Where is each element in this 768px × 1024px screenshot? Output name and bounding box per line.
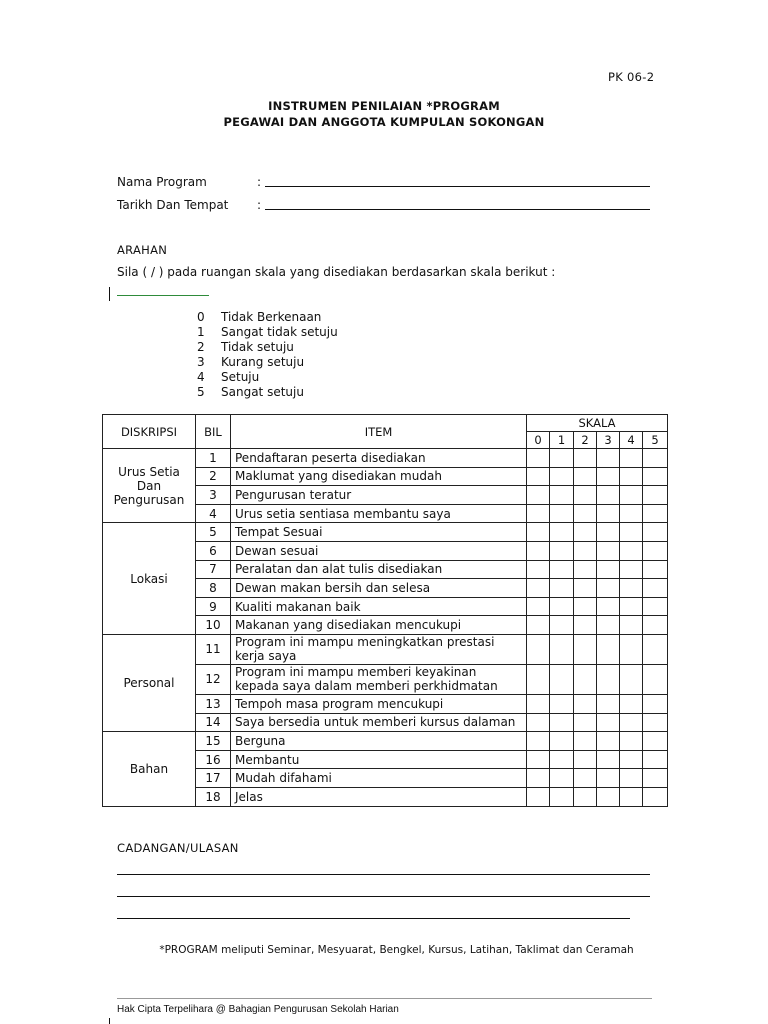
rating-cell[interactable] — [620, 713, 643, 732]
scale-column-header: 1 — [550, 432, 574, 449]
item-bil: 7 — [196, 560, 231, 579]
item-bil: 18 — [196, 787, 231, 806]
rating-cell[interactable] — [574, 750, 597, 769]
rating-cell[interactable] — [550, 732, 574, 751]
group-diskripsi: Bahan — [103, 732, 196, 806]
rating-cell[interactable] — [620, 732, 643, 751]
rating-cell[interactable] — [597, 597, 620, 616]
rating-cell[interactable] — [527, 523, 550, 542]
rating-cell[interactable] — [643, 750, 668, 769]
rating-cell[interactable] — [527, 541, 550, 560]
rating-cell[interactable] — [574, 664, 597, 694]
item-text: Peralatan dan alat tulis disediakan — [231, 560, 527, 579]
arahan-heading: ARAHAN — [117, 243, 168, 257]
rating-cell[interactable] — [550, 504, 574, 523]
rating-cell[interactable] — [597, 579, 620, 598]
rating-cell[interactable] — [574, 694, 597, 713]
scale-legend-number: 5 — [197, 385, 205, 399]
rating-cell[interactable] — [527, 664, 550, 694]
rating-cell[interactable] — [643, 541, 668, 560]
rating-cell[interactable] — [574, 634, 597, 664]
rating-cell[interactable] — [597, 449, 620, 468]
rating-cell[interactable] — [620, 541, 643, 560]
text-cursor — [109, 287, 110, 301]
item-bil: 9 — [196, 597, 231, 616]
rating-cell[interactable] — [574, 769, 597, 788]
cadangan-line-1[interactable] — [117, 874, 650, 875]
item-bil: 11 — [196, 634, 231, 664]
rating-cell[interactable] — [527, 449, 550, 468]
rating-cell[interactable] — [574, 486, 597, 505]
page-edge-mark — [109, 1018, 110, 1024]
tarikh-tempat-colon: : — [257, 198, 262, 212]
rating-cell[interactable] — [527, 769, 550, 788]
scale-legend-number: 3 — [197, 355, 205, 369]
scale-legend-item — [197, 355, 304, 370]
rating-cell[interactable] — [550, 787, 574, 806]
rating-cell[interactable] — [550, 616, 574, 635]
rating-cell[interactable] — [620, 769, 643, 788]
item-text: Dewan sesuai — [231, 541, 527, 560]
table-row — [103, 449, 668, 468]
rating-cell[interactable] — [643, 467, 668, 486]
scale-legend-number: 1 — [197, 325, 205, 339]
rating-cell[interactable] — [597, 541, 620, 560]
rating-cell[interactable] — [620, 523, 643, 542]
item-bil: 15 — [196, 732, 231, 751]
nama-program-colon: : — [257, 175, 262, 189]
tarikh-tempat-field[interactable] — [265, 209, 650, 210]
rating-cell[interactable] — [550, 449, 574, 468]
item-bil: 6 — [196, 541, 231, 560]
rating-cell[interactable] — [620, 449, 643, 468]
rating-cell[interactable] — [597, 664, 620, 694]
item-text: Jelas — [231, 787, 527, 806]
table-row — [103, 634, 668, 664]
rating-cell[interactable] — [527, 694, 550, 713]
table-row — [103, 732, 668, 751]
scale-legend-label: Sangat setuju — [221, 385, 304, 399]
rating-cell[interactable] — [550, 486, 574, 505]
rating-cell[interactable] — [597, 769, 620, 788]
rating-cell[interactable] — [527, 579, 550, 598]
rating-cell[interactable] — [620, 560, 643, 579]
rating-cell[interactable] — [550, 523, 574, 542]
scale-column-header: 3 — [597, 432, 620, 449]
tarikh-tempat-label: Tarikh Dan Tempat — [117, 198, 229, 212]
scale-legend-label: Sangat tidak setuju — [221, 325, 338, 339]
table-row — [103, 523, 668, 542]
rating-cell[interactable] — [620, 504, 643, 523]
form-title-line-2: PEGAWAI DAN ANGGOTA KUMPULAN SOKONGAN — [223, 115, 545, 129]
item-bil: 4 — [196, 504, 231, 523]
rating-cell[interactable] — [643, 713, 668, 732]
item-text: Tempoh masa program mencukupi — [231, 694, 527, 713]
rating-cell[interactable] — [550, 541, 574, 560]
rating-cell[interactable] — [550, 467, 574, 486]
rating-cell[interactable] — [643, 616, 668, 635]
form-code: PK 06-2 — [608, 70, 655, 84]
item-text: Saya bersedia untuk memberi kursus dalaman — [231, 713, 527, 732]
copyright-notice: Hak Cipta Terpelihara @ Bahagian Pengurusan Sekolah Harian — [117, 1004, 399, 1015]
rating-cell[interactable] — [597, 713, 620, 732]
rating-cell[interactable] — [643, 449, 668, 468]
item-text: Membantu — [231, 750, 527, 769]
rating-cell[interactable] — [574, 732, 597, 751]
rating-cell[interactable] — [574, 560, 597, 579]
rating-cell[interactable] — [643, 664, 668, 694]
item-bil: 3 — [196, 486, 231, 505]
rating-cell[interactable] — [574, 449, 597, 468]
item-bil: 2 — [196, 467, 231, 486]
program-footnote: *PROGRAM meliputi Seminar, Mesyuarat, Bengkel, Kursus, Latihan, Taklimat dan Ceramah — [159, 944, 634, 956]
rating-cell[interactable] — [643, 634, 668, 664]
item-text: Kualiti makanan baik — [231, 597, 527, 616]
item-bil: 16 — [196, 750, 231, 769]
rating-cell[interactable] — [527, 634, 550, 664]
cadangan-heading: CADANGAN/ULASAN — [117, 841, 239, 855]
scale-column-header: 2 — [574, 432, 597, 449]
item-bil: 8 — [196, 579, 231, 598]
scale-legend-item — [197, 385, 304, 400]
rating-cell[interactable] — [527, 597, 550, 616]
item-text: Urus setia sentiasa membantu saya — [231, 504, 527, 523]
rating-cell[interactable] — [574, 541, 597, 560]
rating-cell[interactable] — [597, 694, 620, 713]
green-underline — [117, 295, 209, 296]
group-diskripsi: Lokasi — [103, 523, 196, 635]
scale-legend-label: Tidak Berkenaan — [221, 310, 322, 324]
rating-cell[interactable] — [620, 694, 643, 713]
rating-cell[interactable] — [550, 664, 574, 694]
item-text: Makanan yang disediakan mencukupi — [231, 616, 527, 635]
rating-cell[interactable] — [620, 486, 643, 505]
item-bil: 17 — [196, 769, 231, 788]
rating-cell[interactable] — [620, 750, 643, 769]
rating-cell[interactable] — [620, 787, 643, 806]
rating-cell[interactable] — [574, 504, 597, 523]
rating-cell[interactable] — [620, 467, 643, 486]
rating-cell[interactable] — [620, 597, 643, 616]
rating-cell[interactable] — [620, 579, 643, 598]
item-text: Program ini mampu meningkatkan prestasi kerja saya — [231, 634, 527, 664]
scale-legend-number: 4 — [197, 370, 205, 384]
item-text: Program ini mampu memberi keyakinan kepada saya dalam memberi perkhidmatan — [231, 664, 527, 694]
rating-cell[interactable] — [527, 750, 550, 769]
rating-cell[interactable] — [643, 732, 668, 751]
rating-cell[interactable] — [527, 616, 550, 635]
scale-legend-item — [197, 340, 294, 355]
scale-legend-number: 0 — [197, 310, 205, 324]
rating-cell[interactable] — [550, 579, 574, 598]
rating-cell[interactable] — [597, 634, 620, 664]
scale-legend-number: 2 — [197, 340, 205, 354]
rating-cell[interactable] — [550, 560, 574, 579]
rating-cell[interactable] — [574, 787, 597, 806]
rating-cell[interactable] — [597, 750, 620, 769]
rating-cell[interactable] — [550, 713, 574, 732]
item-text: Dewan makan bersih dan selesa — [231, 579, 527, 598]
scale-legend-item — [197, 370, 259, 385]
rating-cell[interactable] — [527, 732, 550, 751]
rating-cell[interactable] — [597, 560, 620, 579]
rating-cell[interactable] — [597, 787, 620, 806]
arahan-instruction: Sila ( / ) pada ruangan skala yang disediakan berdasarkan skala berikut : — [117, 265, 556, 279]
scale-legend-item — [197, 310, 321, 325]
item-text: Berguna — [231, 732, 527, 751]
item-text: Maklumat yang disediakan mudah — [231, 467, 527, 486]
item-text: Mudah difahami — [231, 769, 527, 788]
cadangan-line-2[interactable] — [117, 896, 650, 897]
rating-cell[interactable] — [574, 523, 597, 542]
rating-cell[interactable] — [574, 713, 597, 732]
rating-cell[interactable] — [550, 750, 574, 769]
rating-cell[interactable] — [620, 616, 643, 635]
rating-cell[interactable] — [550, 597, 574, 616]
rating-cell[interactable] — [527, 486, 550, 505]
rating-table — [102, 414, 668, 807]
rating-cell[interactable] — [550, 634, 574, 664]
item-text: Tempat Sesuai — [231, 523, 527, 542]
item-bil: 1 — [196, 449, 231, 468]
rating-cell[interactable] — [643, 597, 668, 616]
rating-cell[interactable] — [574, 616, 597, 635]
item-bil: 10 — [196, 616, 231, 635]
scale-legend-item — [197, 325, 338, 340]
rating-cell[interactable] — [597, 467, 620, 486]
group-diskripsi: Urus Setia Dan Pengurusan — [103, 449, 196, 523]
rating-cell[interactable] — [597, 486, 620, 505]
rating-cell[interactable] — [574, 467, 597, 486]
item-bil: 14 — [196, 713, 231, 732]
rating-cell[interactable] — [597, 616, 620, 635]
rating-cell[interactable] — [643, 769, 668, 788]
nama-program-label: Nama Program — [117, 175, 207, 189]
nama-program-field[interactable] — [265, 186, 650, 187]
header-bil: BIL — [196, 415, 231, 449]
rating-cell[interactable] — [597, 732, 620, 751]
item-bil: 5 — [196, 523, 231, 542]
rating-cell[interactable] — [620, 634, 643, 664]
rating-cell[interactable] — [620, 664, 643, 694]
rating-cell[interactable] — [643, 504, 668, 523]
rating-cell[interactable] — [597, 504, 620, 523]
rating-cell[interactable] — [643, 486, 668, 505]
rating-cell[interactable] — [527, 467, 550, 486]
scale-column-header: 4 — [620, 432, 643, 449]
rating-cell[interactable] — [574, 597, 597, 616]
rating-cell[interactable] — [574, 579, 597, 598]
rating-cell[interactable] — [643, 560, 668, 579]
item-text: Pengurusan teratur — [231, 486, 527, 505]
rating-cell[interactable] — [643, 694, 668, 713]
scale-legend-label: Kurang setuju — [221, 355, 305, 369]
scale-column-header: 5 — [643, 432, 668, 449]
group-diskripsi: Personal — [103, 634, 196, 731]
header-item: ITEM — [231, 415, 527, 449]
rating-cell[interactable] — [527, 713, 550, 732]
scale-legend-label: Setuju — [221, 370, 260, 384]
scale-legend-label: Tidak setuju — [221, 340, 294, 354]
scale-column-header: 0 — [527, 432, 550, 449]
form-title-line-1: INSTRUMEN PENILAIAN *PROGRAM — [268, 99, 500, 113]
footer-divider — [117, 998, 652, 999]
item-bil: 12 — [196, 664, 231, 694]
cadangan-line-3[interactable] — [117, 918, 630, 919]
rating-cell[interactable] — [527, 504, 550, 523]
rating-cell[interactable] — [643, 787, 668, 806]
rating-cell[interactable] — [550, 769, 574, 788]
rating-cell[interactable] — [597, 523, 620, 542]
header-diskripsi: DISKRIPSI — [103, 415, 196, 449]
item-bil: 13 — [196, 694, 231, 713]
rating-cell[interactable] — [643, 579, 668, 598]
rating-cell[interactable] — [643, 523, 668, 542]
rating-cell[interactable] — [550, 694, 574, 713]
rating-cell[interactable] — [527, 787, 550, 806]
header-skala: SKALA — [527, 415, 668, 432]
item-text: Pendaftaran peserta disediakan — [231, 449, 527, 468]
rating-cell[interactable] — [527, 560, 550, 579]
